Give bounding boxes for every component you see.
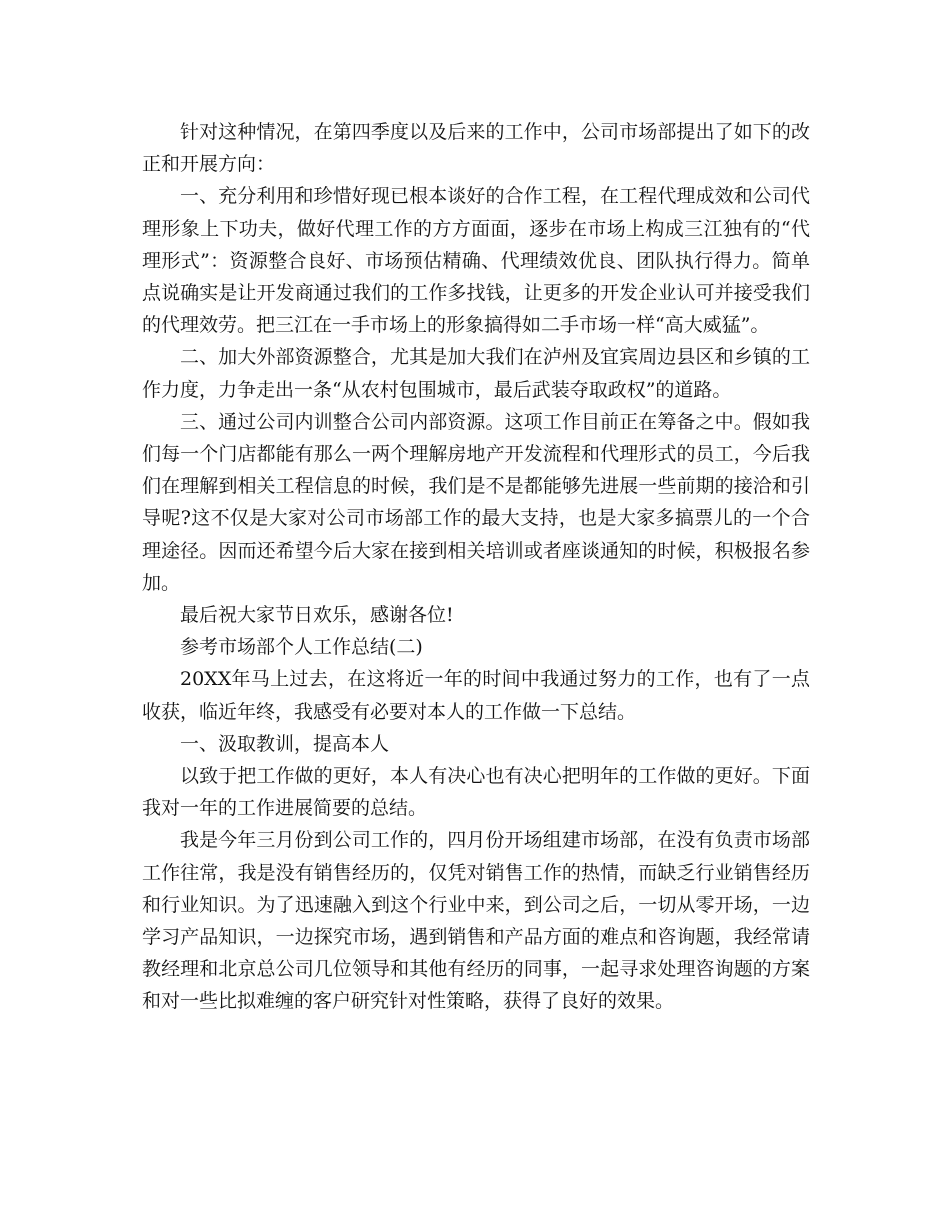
paragraph: 三、通过公司内训整合公司内部资源。这项工作目前正在筹备之中。假如我们每一个门店都能有那么一两个理解房地产开发流程和代理形式的员工，今后我们在理解到相关工程信息的时候，我们是不是都能够先进展一些前期的接洽和引导呢?这不仅是大家对公司市场部工作的最大支持，也是大家多搞票儿的一个合理途径。因而还希望今后大家在接到相关培训或者座谈通知的时候，积极报名参加。 — [142, 410, 810, 594]
subsection-heading: 一、汲取教训，提高本人 — [180, 732, 390, 755]
paragraph: 20XX年马上过去，在这将近一年的时间中我通过努力的工作，也有了一点收获，临近年终，我感受有必要对本人的工作做一下总结。 — [142, 668, 810, 723]
document-body — [142, 116, 810, 1018]
paragraph: 二、加大外部资源整合，尤其是加大我们在泸州及宜宾周边县区和乡镇的工作力度，力争走出一条“从农村包围城市，最后武装夺取政权”的道路。 — [142, 346, 810, 401]
paragraph: 我是今年三月份到公司工作的，四月份开场组建市场部，在没有负责市场部工作往常，我是没有销售经历的，仅凭对销售工作的热情，而缺乏行业销售经历和行业知识。为了迅速融入到这个行业中来，到公司之后，一切从零开场，一边学习产品知识，一边探究市场，遇到销售和产品方面的难点和咨询题，我经常请教经理和北京总公司几位领导和其他有经历的同事，一起寻求处理咨询题的方案和对一些比拟难缠的客户研究针对性策略，获得了良好的效果。 — [142, 829, 810, 1013]
paragraph: 最后祝大家节日欢乐，感谢各位! — [180, 604, 454, 627]
paragraph: 以致于把工作做的更好，本人有决心也有决心把明年的工作做的更好。下面我对一年的工作进展简要的总结。 — [142, 765, 810, 820]
paragraph: 针对这种情况，在第四季度以及后来的工作中，公司市场部提出了如下的改正和开展方向： — [142, 121, 810, 176]
section-heading: 参考市场部个人工作总结(二) — [180, 636, 423, 659]
paragraph: 一、充分利用和珍惜好现已根本谈好的合作工程，在工程代理成效和公司代理形象上下功夫，做好代理工作的方方面面，逐步在市场上构成三江独有的“代理形式”：资源整合良好、市场预估精确、代理绩效优良、团队执行得力。简单点说确实是让开发商通过我们的工作多找钱，让更多的开发企业认可并接受我们的代理效劳。把三江在一手市场上的形象搞得如二手市场一样“高大威猛”。 — [142, 185, 810, 337]
